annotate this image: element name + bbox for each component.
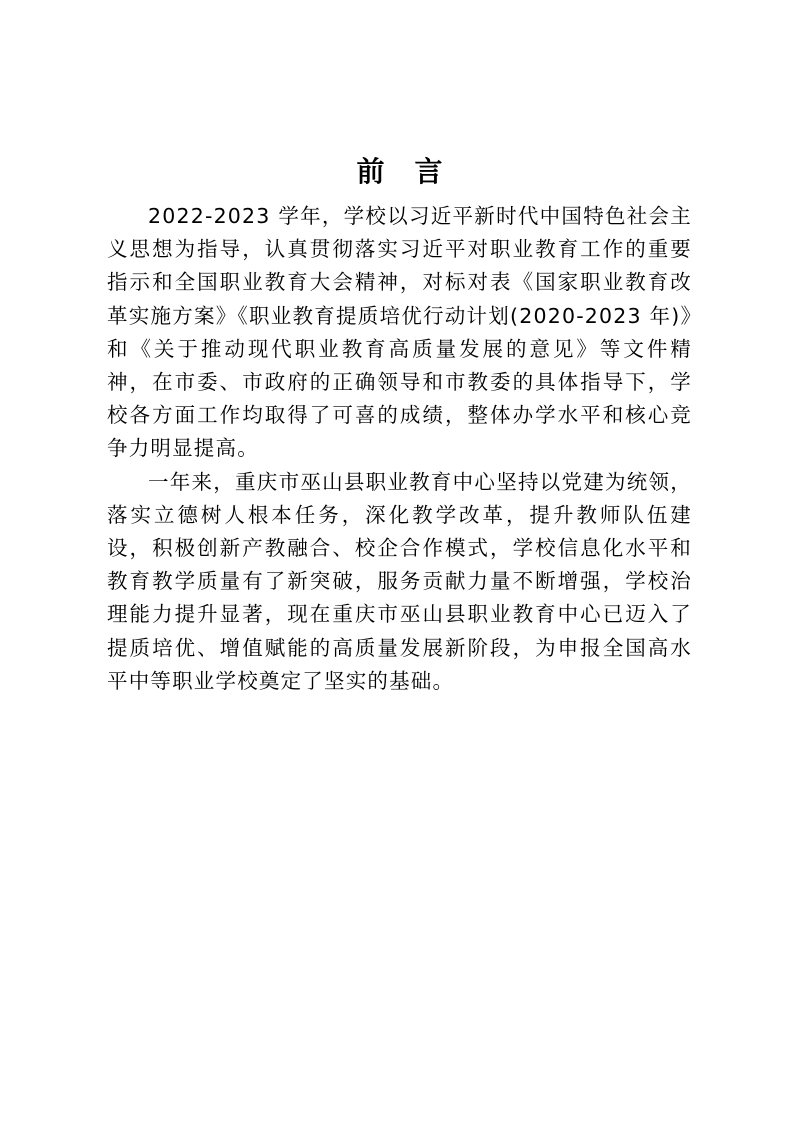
- page-title: 前言: [356, 155, 473, 188]
- paragraph-2: 一年来，重庆市巫山县职业教育中心坚持以党建为统领，落实立德树人根本任务，深化教学改革，提升教师队伍建设，积极创新产教融合、校企合作模式，学校信息化水平和教育教学质量有了新突破，服务贡献力量不断增强，学校治理能力提升显著，现在重庆市巫山县职业教育中心已迈入了提质培优、增值赋能的高质量发展新阶段，为申报全国高水平中等职业学校奠定了坚实的基础。: [107, 469, 692, 693]
- paragraph-1: 2022-2023 学年，学校以习近平新时代中国特色社会主义思想为指导，认真贯彻落实习近平对职业教育工作的重要指示和全国职业教育大会精神，对标对表《国家职业教育改革实施方案》《职业教育提质培优行动计划(2020-2023 年)》和《关于推动现代职业教育高质量发展的意见》等文件精神，在市委、市政府的正确领导和市教委的具体指导下，学校各方面工作均取得了可喜的成绩，整体办学水平和核心竞争力明显提高。: [107, 204, 692, 461]
- document-page: [107, 150, 692, 698]
